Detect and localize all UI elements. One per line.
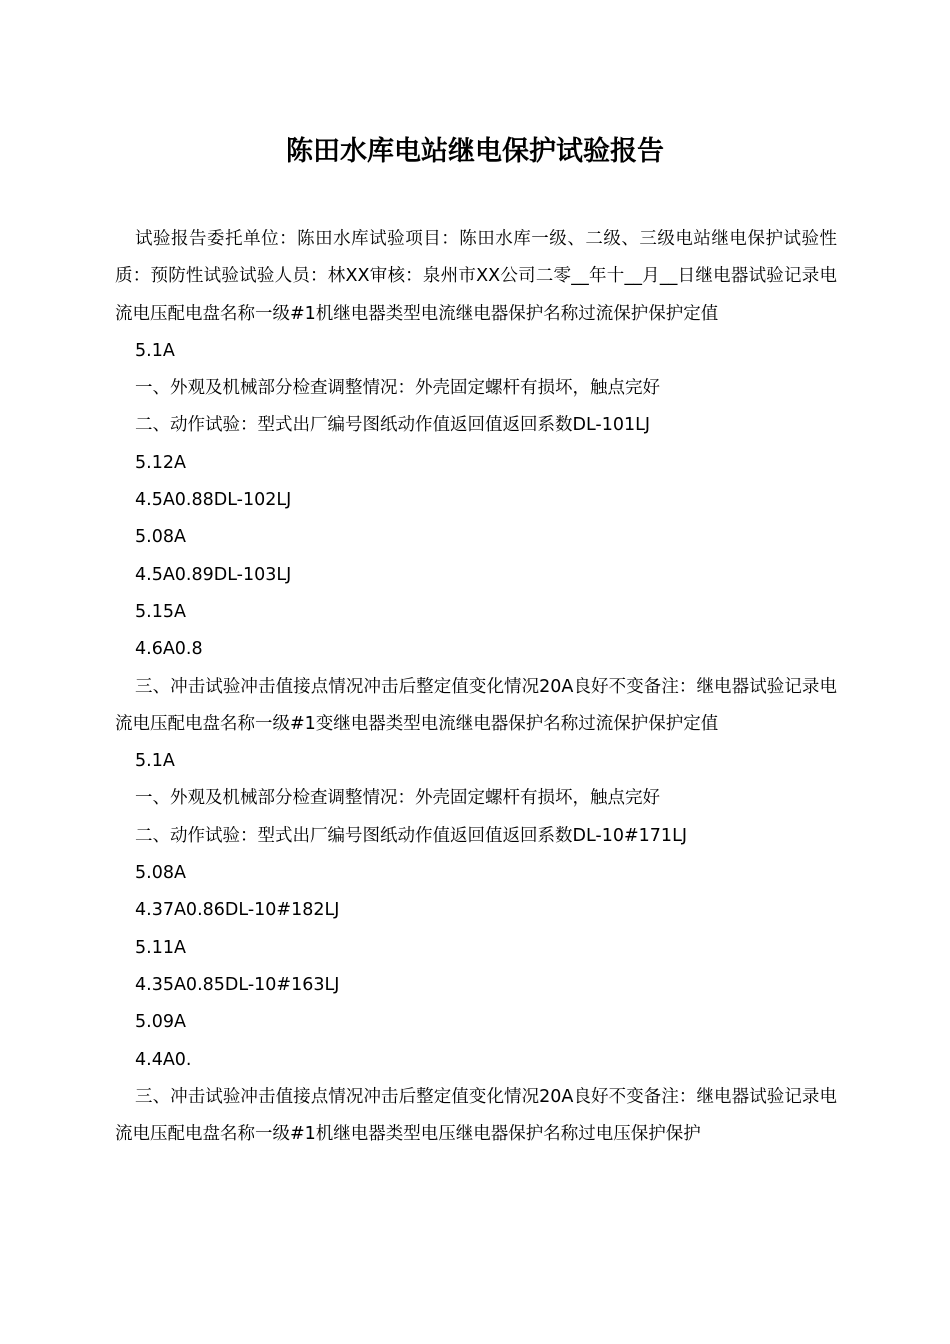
paragraph-inspection: 一、外观及机械部分检查调整情况：外壳固定螺杆有损坏，触点完好 <box>135 378 660 399</box>
paragraph-value: 5.09A <box>135 1012 186 1033</box>
paragraph-impact-test: 三、冲击试验冲击值接点情况冲击后整定值变化情况20A良好不变备注：继电器试验记录电流电压配电盘名称一级#1变继电器类型电流继电器保护名称过流保护保护定值 <box>115 676 837 734</box>
document-title: 陈田水库电站继电保护试验报告 <box>286 136 664 167</box>
paragraph-value: 4.5A0.89DL-103LJ <box>135 564 292 585</box>
paragraph-action-test: 二、动作试验：型式出厂编号图纸动作值返回值返回系数DL-101LJ <box>135 415 651 436</box>
paragraph-impact-test: 三、冲击试验冲击值接点情况冲击后整定值变化情况20A良好不变备注：继电器试验记录电流电压配电盘名称一级#1机继电器类型电压继电器保护名称过电压保护保护 <box>115 1086 837 1145</box>
paragraph-value: 5.08A <box>135 863 186 884</box>
paragraph-value: 5.08A <box>135 527 186 548</box>
paragraph-inspection: 一、外观及机械部分检查调整情况：外壳固定螺杆有损坏，触点完好 <box>135 788 660 809</box>
paragraph-value: 4.4A0. <box>135 1049 192 1070</box>
paragraph-action-test: 二、动作试验：型式出厂编号图纸动作值返回值返回系数DL-10#171LJ <box>135 825 687 846</box>
paragraph-value: 4.6A0.8 <box>135 639 203 660</box>
paragraph-intro: 试验报告委托单位：陈田水库试验项目：陈田水库一级、二级、三级电站继电保护试验性质：预防性试验试验人员：林XX审核：泉州市XX公司二零__年十__月__日继电器试验记录电流电压配电盘名称一级#1机继电器类型电流继电器保护名称过流保护保护定值 <box>115 229 837 324</box>
document-body <box>115 221 837 1153</box>
paragraph-value: 4.5A0.88DL-102LJ <box>135 490 292 511</box>
paragraph-value: 5.11A <box>135 937 186 958</box>
paragraph-value: 4.35A0.85DL-10#163LJ <box>135 974 340 995</box>
paragraph-value: 5.15A <box>135 601 186 622</box>
paragraph-setting-value: 5.1A <box>135 751 175 772</box>
paragraph-setting-value: 5.1A <box>135 340 175 361</box>
paragraph-value: 5.12A <box>135 452 186 473</box>
paragraph-value: 4.37A0.86DL-10#182LJ <box>135 900 340 921</box>
